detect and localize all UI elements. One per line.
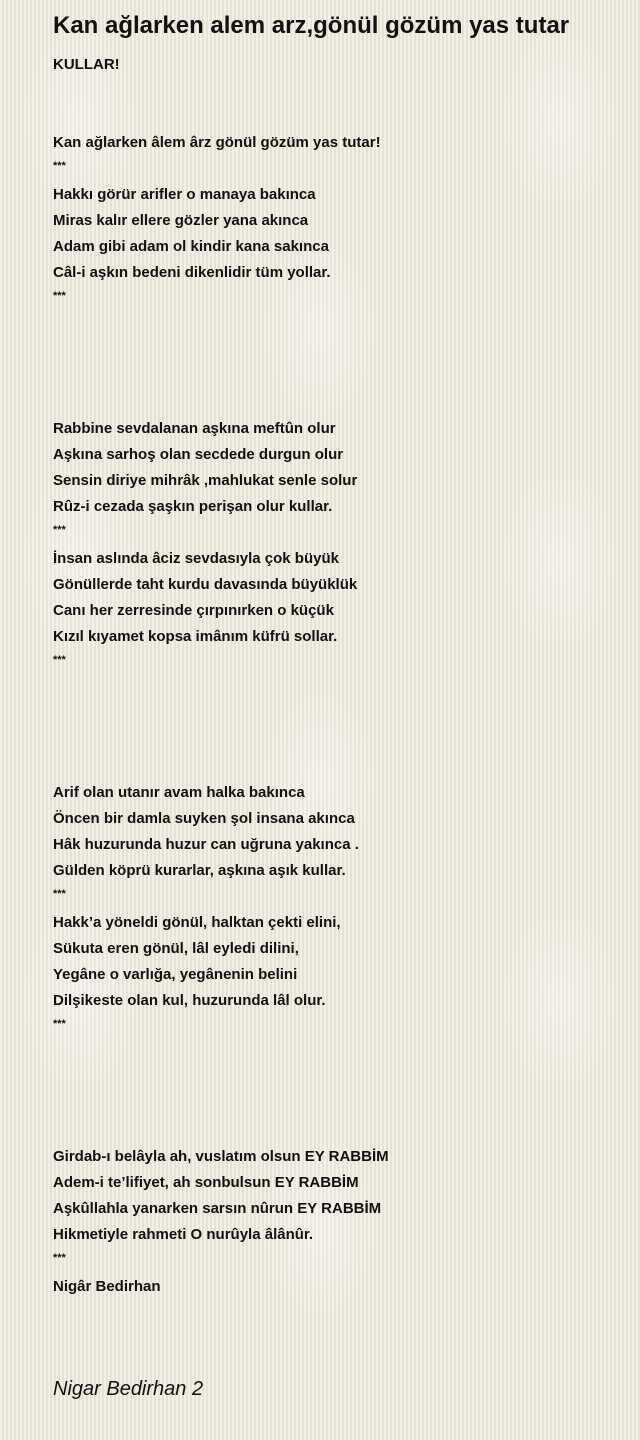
poem-line: Gülden köprü kurarlar, aşkına aşık kullar. (53, 862, 346, 879)
poem-line: Miras kalır ellere gözler yana akınca (53, 212, 309, 229)
poem-line: Adam gibi adam ol kindir kana sakınca (53, 238, 329, 255)
stanza-separator: *** (53, 888, 66, 900)
poem-body (53, 130, 613, 1300)
poem-line: İnsan aslında âciz sevdasıyla çok büyük (53, 550, 339, 567)
author-link[interactable]: Nigar Bedirhan 2 (53, 1378, 204, 1400)
poem-line: Aşkına sarhoş olan secdede durgun olur (53, 446, 344, 463)
stanza-gap (53, 312, 613, 416)
poem-line: Hikmetiyle rahmeti O nurûyla âlânûr. (53, 1226, 314, 1243)
poem-signature: Nigâr Bedirhan (53, 1278, 161, 1295)
poem-subtitle: KULLAR! (53, 56, 120, 73)
poem-line: Arif olan utanır avam halka bakınca (53, 784, 305, 801)
poem-line: Öncen bir damla suyken şol insana akınca (53, 810, 355, 827)
poem-line: Hakkı görür arifler o manaya bakınca (53, 186, 316, 203)
poem-title: Kan ağlarken alem arz,gönül gözüm yas tutar (53, 12, 570, 39)
poem-line: Rûz-i cezada şaşkın perişan olur kullar. (53, 498, 333, 515)
stanza-separator: *** (53, 524, 66, 536)
poem-line: Sensin diriye mihrâk ,mahlukat senle solur (53, 472, 358, 489)
poem-line: Hakk’a yöneldi gönül, halktan çekti elini, (53, 914, 341, 931)
stanza-gap (53, 1040, 613, 1144)
poem-line: Aşkûllahla yanarken sarsın nûrun EY RABBİM (53, 1200, 382, 1217)
stanza-gap (53, 676, 613, 780)
poem-line: Kızıl kıyamet kopsa imânım küfrü sollar. (53, 628, 338, 645)
poem-line: Sükuta eren gönül, lâl eyledi dilini, (53, 940, 299, 957)
stanza-separator: *** (53, 1018, 66, 1030)
stanza-4 (53, 1144, 613, 1300)
stanza-1 (53, 130, 613, 312)
stanza-2 (53, 416, 613, 676)
stanza-separator: *** (53, 160, 66, 172)
poem-line: Adem-i te’lifiyet, ah sonbulsun EY RABBİM (53, 1174, 359, 1191)
stanza-3 (53, 780, 613, 1040)
poem-line: Yegâne o varlığa, yegânenin belini (53, 966, 298, 983)
poem-line: Gönüllerde taht kurdu davasında büyüklük (53, 576, 358, 593)
poem-line: Canı her zerresinde çırpınırken o küçük (53, 602, 334, 619)
poem-line: Kan ağlarken âlem ârz gönül gözüm yas tutar! (53, 134, 381, 151)
stanza-separator: *** (53, 654, 66, 666)
poem-line: Dilşikeste olan kul, huzurunda lâl olur. (53, 992, 326, 1009)
poem-line: Rabbine sevdalanan aşkına meftûn olur (53, 420, 336, 437)
stanza-separator: *** (53, 290, 66, 302)
poem-line: Câl-i aşkın bedeni dikenlidir tüm yollar. (53, 264, 331, 281)
poem-line: Girdab-ı belâyla ah, vuslatım olsun EY RABBİM (53, 1148, 389, 1165)
stanza-separator: *** (53, 1252, 66, 1264)
poem-line: Hâk huzurunda huzur can uğruna yakınca . (53, 836, 359, 853)
